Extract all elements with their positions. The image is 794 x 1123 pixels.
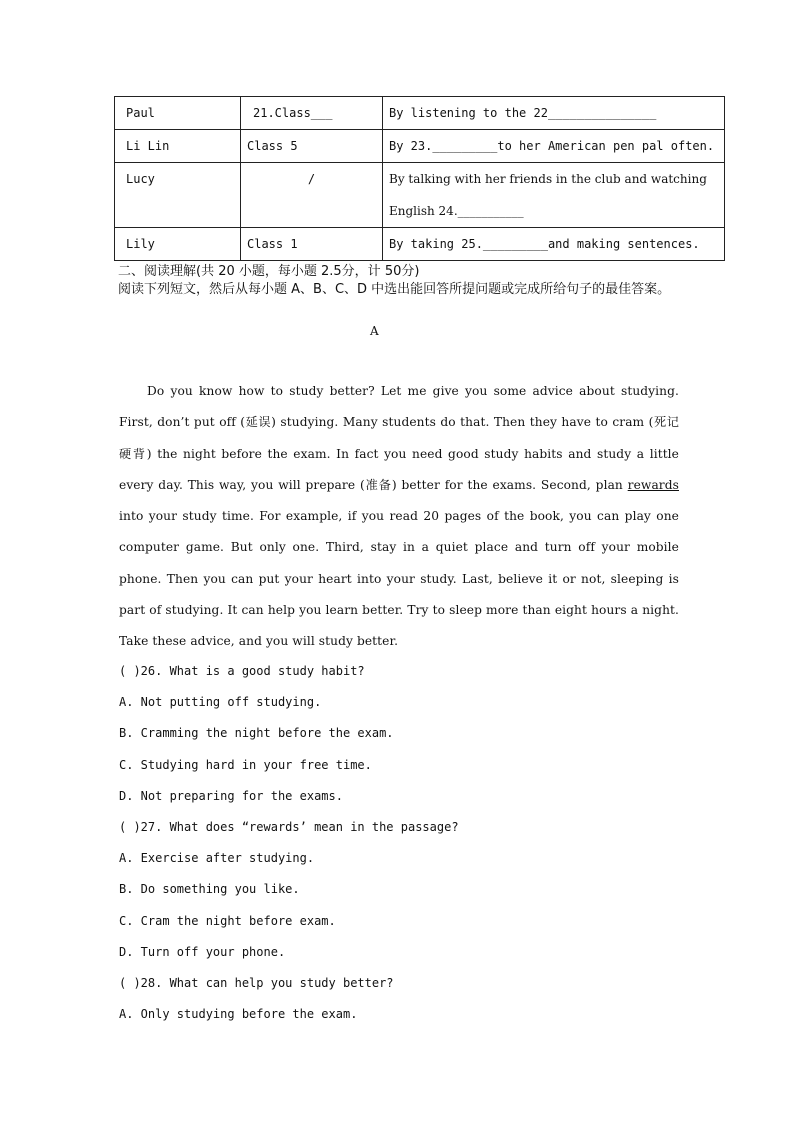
- table-cell-name: Lucy: [115, 163, 241, 228]
- underlined-word: rewards: [627, 477, 679, 492]
- table-row: [115, 97, 725, 130]
- section-instruction: 阅读下列短文，然后从每小题 A、B、C、D 中选出能回答所提问题或完成所给句子的最佳答案。: [118, 282, 671, 297]
- question-list: [119, 656, 679, 1030]
- option-26a: A. Not putting off studying.: [119, 695, 322, 710]
- table-cell-class: Class 5: [241, 130, 383, 163]
- table-cell-name: Li Lin: [115, 130, 241, 163]
- passage-text-part-2: into your study time. For example, if you read 20 pages of the book, you can play one computer game. But only one. Third, stay in a quiet place and turn off your mobile phone. Then you can put your heart into your study. Last, believe it or not, sleeping is part of studying. It can help you learn better. Try to sleep more than eight hours a night. Take these advice, and you will study better.: [119, 509, 679, 649]
- option-28a: A. Only studying before the exam.: [119, 1007, 358, 1022]
- table-cell-class: /: [241, 163, 383, 228]
- table-row: [115, 130, 725, 163]
- option-27c: C. Cram the night before exam.: [119, 913, 336, 928]
- option-27d: D. Turn off your phone.: [119, 944, 286, 959]
- question-28: ( )28. What can help you study better?: [119, 975, 394, 990]
- option-26b: B. Cramming the night before the exam.: [119, 726, 394, 741]
- method-line-2: English 24.___________: [389, 204, 524, 218]
- table-row: [115, 228, 725, 261]
- student-table: [114, 96, 725, 261]
- table-cell-name: Paul: [115, 97, 241, 130]
- passage-label: A: [370, 324, 379, 338]
- question-26: ( )26. What is a good study habit?: [119, 664, 365, 678]
- table-cell-class: 21.Class___: [241, 97, 383, 130]
- section-title: 二、阅读理解(共 20 小题，每小题 2.5分，计 50分): [118, 264, 420, 279]
- table-row: [115, 163, 725, 228]
- method-line-1: By talking with her friends in the club and watching: [389, 172, 707, 186]
- passage-paragraph: [119, 376, 679, 658]
- option-27b: B. Do something you like.: [119, 882, 300, 897]
- option-27a: A. Exercise after studying.: [119, 851, 315, 866]
- question-27: ( )27. What does “rewards’ mean in the passage?: [119, 819, 459, 834]
- reading-passage: [119, 376, 679, 658]
- table-cell-method: By taking 25._________and making sentences.: [383, 228, 725, 261]
- table-cell-method: By 23._________to her American pen pal often.: [383, 130, 725, 163]
- table-cell-class: Class 1: [241, 228, 383, 261]
- table-cell-method: [383, 163, 725, 228]
- option-26c: C. Studying hard in your free time.: [119, 757, 372, 772]
- passage-text-part-1: Do you know how to study better? Let me give you some advice about studying. First, don’t put off (延误) studying. Many students do that. Then they have to cram (死记硬背) the night before the exam. In fact you need good study habits and study a little every day. This way, you will prepare (准备) better for the exams. Second, plan: [119, 384, 679, 492]
- table-cell-name: Lily: [115, 228, 241, 261]
- table-cell-method: By listening to the 22_______________: [383, 97, 725, 130]
- option-26d: D. Not preparing for the exams.: [119, 788, 343, 803]
